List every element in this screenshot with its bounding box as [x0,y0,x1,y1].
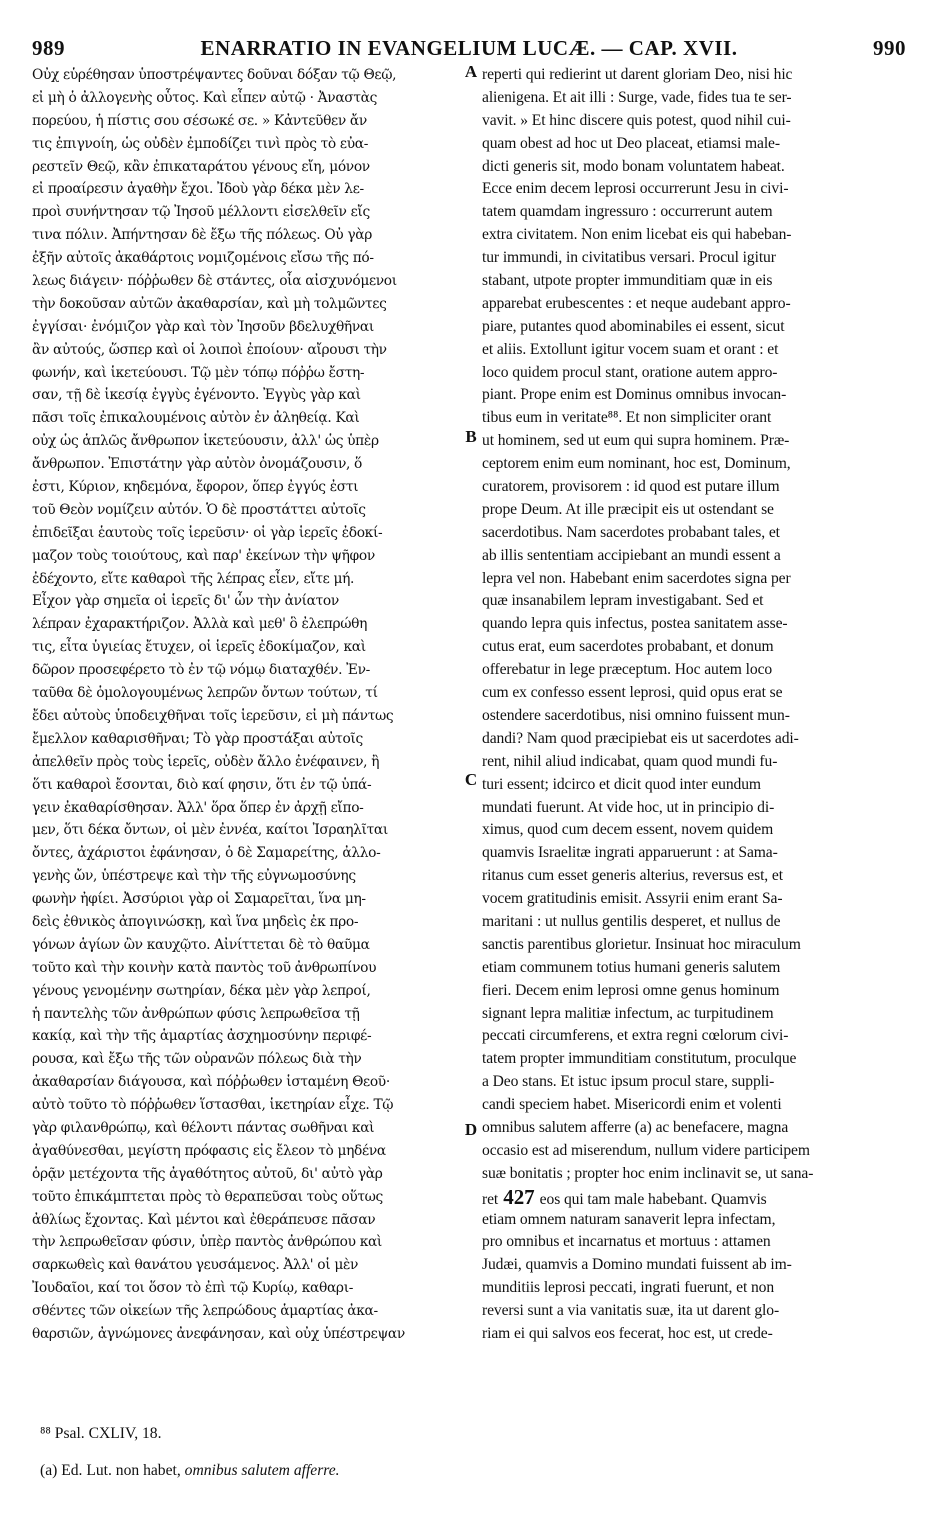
latin-text-line: tibus eum in veritate⁸⁸. Et non simpliciter orant [482,409,772,427]
greek-text-line: ἄνθρωπον. Ἐπιστάτην γὰρ αὐτὸν ὀνομάζουσιν, ὅ [32,456,363,473]
latin-text-line: turi essent; idcirco et dicit quod inter eundum [482,775,761,793]
latin-text-line: piant. Prope enim est Dominus omnibus invocan- [482,386,787,404]
greek-text-line: πορεύου, ἡ πίστις σου σέσωκέ σε. » Κἀντεῦθεν ἄν [32,112,367,129]
latin-text-line: sanctis parentibus glorietur. Insinuat hoc miraculum [482,935,801,953]
latin-text-line: dicti generis sit, modo bonam voluntatem habeat. [482,157,785,175]
footnote-mark: (a) [40,1462,58,1479]
greek-text-line: λεως διάγειν· πόῤῥωθεν δὲ στάντες, οἷα αἰσχυνόμενοι [32,273,397,290]
greek-text-line: τις, εἶτα ὑγιείας ἔτυχεν, οἱ ἱερεῖς ἐδοκίμαζον, καὶ [32,639,366,656]
latin-text-line: rent, nihil aliud indicabat, quam quod mundi fu- [482,752,778,770]
greek-text-line: τὴν λεπρωθεῖσαν φύσιν, ὑπὲρ παντὸς ἀνθρώπου καὶ [32,1234,382,1251]
greek-text-line: ὁρᾷν μετέχοντα τῆς ἀγαθότητος αὐτοῦ, δι' αὐτὸ γὰρ [32,1165,383,1182]
footnote-text: Psal. CXLIV, 18. [54,1425,162,1442]
greek-text-line: τοῦ Θεὸν νομίζειν αὐτόν. Ὁ δὲ προστάττει αὐτοῖς [32,501,366,518]
latin-text-line: etiam communem totius humani generis salutem [482,958,781,976]
greek-text-line: εἰ προαίρεσιν ἀγαθὴν ἔχοι. Ἰδοὺ γὰρ δέκα μὲν λε- [32,181,364,198]
greek-text-line: προὶ συνήντησαν τῷ Ἰησοῦ μέλλοντι εἰσελθεῖν εἴς [32,204,370,221]
latin-text-line: extra civitatem. Non enim licebat eis qui habeban- [482,226,792,244]
footnote-psalm [40,1425,162,1443]
greek-text-line: γένους γενομένην σωτηρίαν, δέκα μὲν γὰρ λεπροί, [32,982,371,999]
latin-text-line: reversi sunt a via vanitatis suæ, ita ut darent glo- [482,1302,780,1320]
latin-text-line: maritani : ut nullus gentilis desperet, et nullus de [482,912,781,930]
latin-text-line: quæ insanabilem lepram investigabant. Sed et [482,592,764,610]
section-marker-c: C [464,770,478,789]
greek-text-line: φωνὴν ἠφίει. Ἀσσύριοι γὰρ οἱ Σαμαρεῖται, ἵνα μη- [32,891,366,908]
greek-text-line: πᾶσι τοῖς ἐπικαλουμένοις αὐτὸν ἐν ἀληθείᾳ. Καὶ [32,410,360,427]
greek-text-line: ἡ παντελὴς τῶν ἀνθρώπων φύσις λεπρωθεῖσα τῇ [32,1005,360,1022]
section-marker-a: A [464,62,478,81]
greek-text-line: ἀκαθαρσίαν διάγουσα, καὶ πόῤῥωθεν ἱσταμένη Θεοῦ· [32,1074,390,1091]
latin-text-line: signant lepra malitiæ infectum, ac turpitudinem [482,1004,774,1022]
greek-text-line: ἂν αὐτούς, ὥσπερ καὶ οἱ λοιποὶ ἐποίουν· αἴρουσι τὴν [32,341,387,358]
latin-text-line: cum ex confesso essent leprosi, quid opus erat se [482,684,783,702]
latin-text-line: stabant, utpote propter immunditiam quæ in eis [482,272,773,290]
latin-text-line: pro omnibus et incarnatus et mortuus : attamen [482,1233,771,1251]
latin-text-line: tatem propter immunditiam constitutum, proculque [482,1050,797,1068]
greek-text-line: ἀπελθεῖν πρὸς τοὺς ἱερεῖς, οὐδὲν ἄλλο ἐνέφαινεν, ἢ [32,753,380,770]
greek-text-line: μαζον τοὺς τοιούτους, καὶ παρ' ἐκείνων τὴν ψῆφον [32,547,375,564]
latin-text-line: dandi? Nam quod præcipiebat eis ut sacerdotes adi- [482,729,799,747]
latin-text-line: etiam omnem naturam sanaverit lepra infectam, [482,1210,776,1228]
latin-text-line: offerebatur in lege præceptum. Hoc autem loco [482,661,773,679]
section-marker-d: D [464,1120,478,1139]
greek-text-line: γὰρ φιλανθρώπῳ, καὶ θέλοντι πάντας σωθῆναι καὶ [32,1119,375,1136]
latin-text-line: tur immundi, in civitatibus versari. Procul igitur [482,249,776,267]
greek-text-line: γενὴς ὤν, ὑπέστρεψε καὶ τὴν τῆς εὐγνωμοσύνης [32,868,356,885]
greek-text-line: ἐστι, Κύριον, κηδεμόνα, ἔφορον, ὅπερ ἐγγύς ἐστι [32,479,359,496]
latin-text-line: vavit. » Et hinc discere quis potest, quod nihil cui- [482,111,791,129]
latin-text-line: vocem gratitudinis emisit. Assyrii enim erant Sa- [482,890,783,908]
greek-text-line: ρεστεῖν Θεῷ, κἂν ἐπικαταράτου γένους εἴη, μόνον [32,158,370,175]
greek-text-line: φωνήν, καὶ ἱκετεύουσι. Τῷ μὲν τόπῳ πόῤῥω ἔστη- [32,364,365,381]
latin-text-line: ostendere sacerdotibus, nisi omnino fuissent mun- [482,706,790,724]
latin-text-line: ceptorem enim eum nominant, hoc est, Dominum, [482,455,791,473]
footnote-edition [40,1462,340,1480]
latin-text-line: candi speciem habet. Misericordi enim et volenti [482,1096,782,1114]
greek-text-line: τὴν δοκοῦσαν αὐτῶν ἀκαθαρσίαν, καὶ μὴ τολμῶντες [32,295,387,312]
greek-text-line: ἀγαθύνεσθαι, μεγίστη πρόφασις εἰς ἔλεον τὸ μηδένα [32,1142,386,1159]
latin-text-line: lepra vel non. Habebant enim sacerdotes signa per [482,569,791,587]
latin-text-line: ximus, quod cum decem essent, novem quidem [482,821,774,839]
latin-text-line: tatem quamdam ingressuro : occurrerunt autem [482,203,773,221]
greek-text-line: σαρκωθεὶς καὶ θανάτου γευσάμενος. Ἀλλ' οἱ μὲν [32,1257,359,1274]
greek-text-line: σθέντες τῶν οἰκείων τῆς λεπρώδους ἁμαρτίας ἀκα- [32,1303,378,1320]
greek-text-line: τοῦτο ἐπικάμπτεται πρὸς τὸ θεραπεῦσαι τοὺς οὕτως [32,1188,383,1205]
latin-column [482,64,906,1346]
greek-text-line: μεν, ὅτι δέκα ὄντων, οἱ μὲν ἐννέα, καίτοι Ἰσραηλῖται [32,822,388,839]
page-number-left: 989 [32,36,65,60]
greek-text-line: ἔδει αὐτοὺς ὑποδειχθῆναι τοῖς ἱερεῦσιν, εἰ μὴ πάντως [32,707,394,724]
greek-text-line: εἰ μὴ ὁ ἀλλογενὴς οὗτος. Καὶ εἶπεν αὐτῷ · Ἀναστὰς [32,89,377,106]
greek-text-line: λέπραν ἐχαρακτήριζον. Ἀλλὰ καὶ μεθ' ὃ ἐλεπρώθη [32,616,368,633]
latin-text-line: apparebat erubescentes : et neque audebant appro- [482,294,791,312]
latin-text-line: ritanus cum esset generis alterius, reversus est, et [482,867,783,885]
latin-text-line: alienigena. Et ait illi : Surge, vade, fides tua te ser- [482,88,792,106]
greek-text-line: οὐχ ὡς ἁπλῶς ἄνθρωπον ἱκετεύουσιν, ἀλλ' ὡς ὑπὲρ [32,433,379,450]
greek-text-line: τοῦτο καὶ τὴν κοινὴν κατὰ παντὸς τοῦ ἀνθρωπίνου [32,959,377,976]
running-title: ENARRATIO IN EVANGELIUM LUCÆ. — CAP. XVII. [200,36,738,60]
latin-text-line: occasio est ad miserendum, nullum videre participem [482,1141,810,1159]
greek-text-line: γόνων ἁγίων ὢν καυχῷτο. Αἰνίττεται δὲ τὸ θαῦμα [32,936,370,953]
greek-text-line: θαρσιῶν, ἀγνώμονες ἀνεφάνησαν, καὶ οὐχ ὑπέστρεψαν [32,1325,405,1342]
latin-text-line: Judæi, quamvis a Domino mundati fuissent ab im- [482,1256,792,1274]
footnote-italic-text: omnibus salutem afferre. [184,1462,340,1479]
latin-text-line: reperti qui redierint ut darent gloriam Deo, nisi hic [482,66,793,83]
greek-text-line: ἐξῆν αὐτοῖς ἀκαθάρτοις νομιζομένοις εἴσω τῆς πό- [32,250,374,267]
greek-text-line: ἐδέχοντο, εἴτε καθαροὶ τῆς λέπρας εἶεν, εἴτε μή. [32,570,355,587]
latin-text-line: sacerdotibus. Nam sacerdotes probabant tales, et [482,523,780,541]
greek-text-line: ὄντες, ἀχάριστοι ἐφάνησαν, ὁ δὲ Σαμαρείτης, ἀλλο- [32,845,381,862]
latin-text-line: loco quidem procul stant, oratione autem appro- [482,363,778,381]
greek-text-line: ταῦθα δὲ ὁμολογουμένως λεπρῶν ὄντων τούτων, τί [32,685,378,702]
greek-text-line: Οὐχ εὑρέθησαν ὑποστρέψαντες δοῦναι δόξαν τῷ Θεῷ, [32,67,397,83]
footnote-text: Ed. Lut. non habet, [61,1462,181,1479]
latin-text-line: et aliis. Extollunt igitur vocem suam et orant : et [482,340,779,358]
greek-text-line: ἀθλίως ἔχοντας. Καὶ μέντοι καὶ ἐθεράπευσε πᾶσαν [32,1211,376,1228]
greek-text-line: ἐγγίσαι· ἐνόμιζον γὰρ καὶ τὸν Ἰησοῦν βδελυχθῆναι [32,318,374,335]
greek-column [32,64,462,1346]
latin-text-line: quam obest ad hoc ut Deo placeat, etiamsi male- [482,134,780,152]
latin-text-line: quando lepra quis infectus, postea sanitatem asse- [482,615,788,633]
latin-text-line-tail: eos qui tam male habebant. Quamvis [539,1190,767,1208]
greek-text-line: σαν, τῇ δὲ ἱκεσίᾳ ἐγγὺς ἐγένοντο. Ἐγγὺς γὰρ καὶ [32,387,361,404]
latin-text-line: quamvis Israelitæ ingrati apparuerunt : at Sama- [482,844,778,862]
greek-text-line: τις ἐπιγνοίη, ὡς οὐδὲν ἐμποδίζει τινὶ πρὸς τὸ εὐα- [32,135,369,152]
greek-text-line: Εἶχον γὰρ σημεῖα οἱ ἱερεῖς δι' ὧν τὴν ἀνίατον [32,593,339,610]
greek-text-line: ρουσα, καὶ ἔξω τῆς τῶν οὐρανῶν πόλεως διὰ τὴν [32,1051,362,1068]
latin-text-line: Ecce enim decem leprosi occurrerunt Jesu in civi- [482,180,789,198]
greek-text-line: κακίᾳ, καὶ τὴν τῆς ἁμαρτίας ἀσχημοσύνην περιφέ- [32,1028,372,1045]
latin-text-line: mundati fuerunt. At vide hoc, ut in principio di- [482,798,775,816]
latin-text-line: ret 427 eos qui tam male habebant. Quamvis [482,1185,767,1209]
greek-text-line: δεὶς ἐθνικὸς ἀπογινώσκῃ, καὶ ἵνα μηδεὶς ἐκ προ- [32,913,359,930]
section-marker-b: B [465,427,477,446]
latin-text-line: cutus erat, eum sacerdotes probabant, et donum [482,638,774,656]
column-number: 427 [498,1185,540,1209]
greek-text-line: ἔμελλον καθαρισθῆναι; Τὸ γὰρ προστάξαι αὐτοῖς [32,730,363,747]
greek-text-line: αὐτὸ τοῦτο τὸ πόῤῥωθεν ἵστασθαι, ἱκετηρίαν εἶχε. Τῷ [32,1097,394,1114]
latin-text-line: omnibus salutem afferre (a) ac benefacere, magna [482,1118,789,1136]
latin-text-line: munditiis leprosi peccati, ingrati fuerunt, et non [482,1279,775,1297]
greek-text-line: δῶρον προσεφέρετο τὸ ἐν τῷ νόμῳ διαταχθέν. Ἐν- [32,662,370,679]
latin-text-line: curatorem, provisorem : id quod est putare illum [482,478,780,496]
greek-text-line: γειν ἐκαθαρίσθησαν. Ἀλλ' ὅρα ὅπερ ἐν ἀρχῇ εἴπο- [32,799,364,816]
latin-text-line: suæ bonitatis ; propter hoc enim inclinavit se, ut sana- [482,1164,814,1182]
greek-text-line: Ἰουδαῖοι, καί τοι ὅσον τὸ ἐπὶ τῷ Κυρίῳ, καθαρι- [32,1280,354,1297]
greek-text-line: τινα πόλιν. Ἀπήντησαν δὲ ἔξω τῆς πόλεως. Οὐ γὰρ [32,227,372,244]
footnote-mark: ⁸⁸ [40,1425,51,1442]
greek-text-line: ἐπιδεῖξαι ἑαυτοὺς τοῖς ἱερεῦσιν· οἱ γὰρ ἱερεῖς ἐδοκί- [32,524,383,541]
latin-text-line: ut hominem, sed ut eum qui supra hominem. Præ- [482,432,790,450]
page-number-right: 990 [873,36,906,60]
latin-text-line: fieri. Decem enim leprosi omne genus hominum [482,981,780,999]
latin-text-line: piare, putantes quod abominabiles ei essent, sicut [482,317,785,335]
latin-text-line: a Deo stans. Et istuc ipsum procul stare, suppli- [482,1073,775,1091]
latin-text-line: peccati circumferens, et extra regni cœlorum civi- [482,1027,789,1045]
latin-text-line: ab illis sententiam accipiebant an mundi essent a [482,546,781,564]
latin-text-line: prope Deum. At ille præcipit eis ut ostendant se [482,500,774,518]
latin-text-line: riam ei qui salvos eos fecerat, hoc est, ut crede- [482,1324,773,1342]
greek-text-line: ὅτι καθαροὶ ἔσονται, διὸ καί φησιν, ὅτι ἐν τῷ ὑπά- [32,776,372,793]
